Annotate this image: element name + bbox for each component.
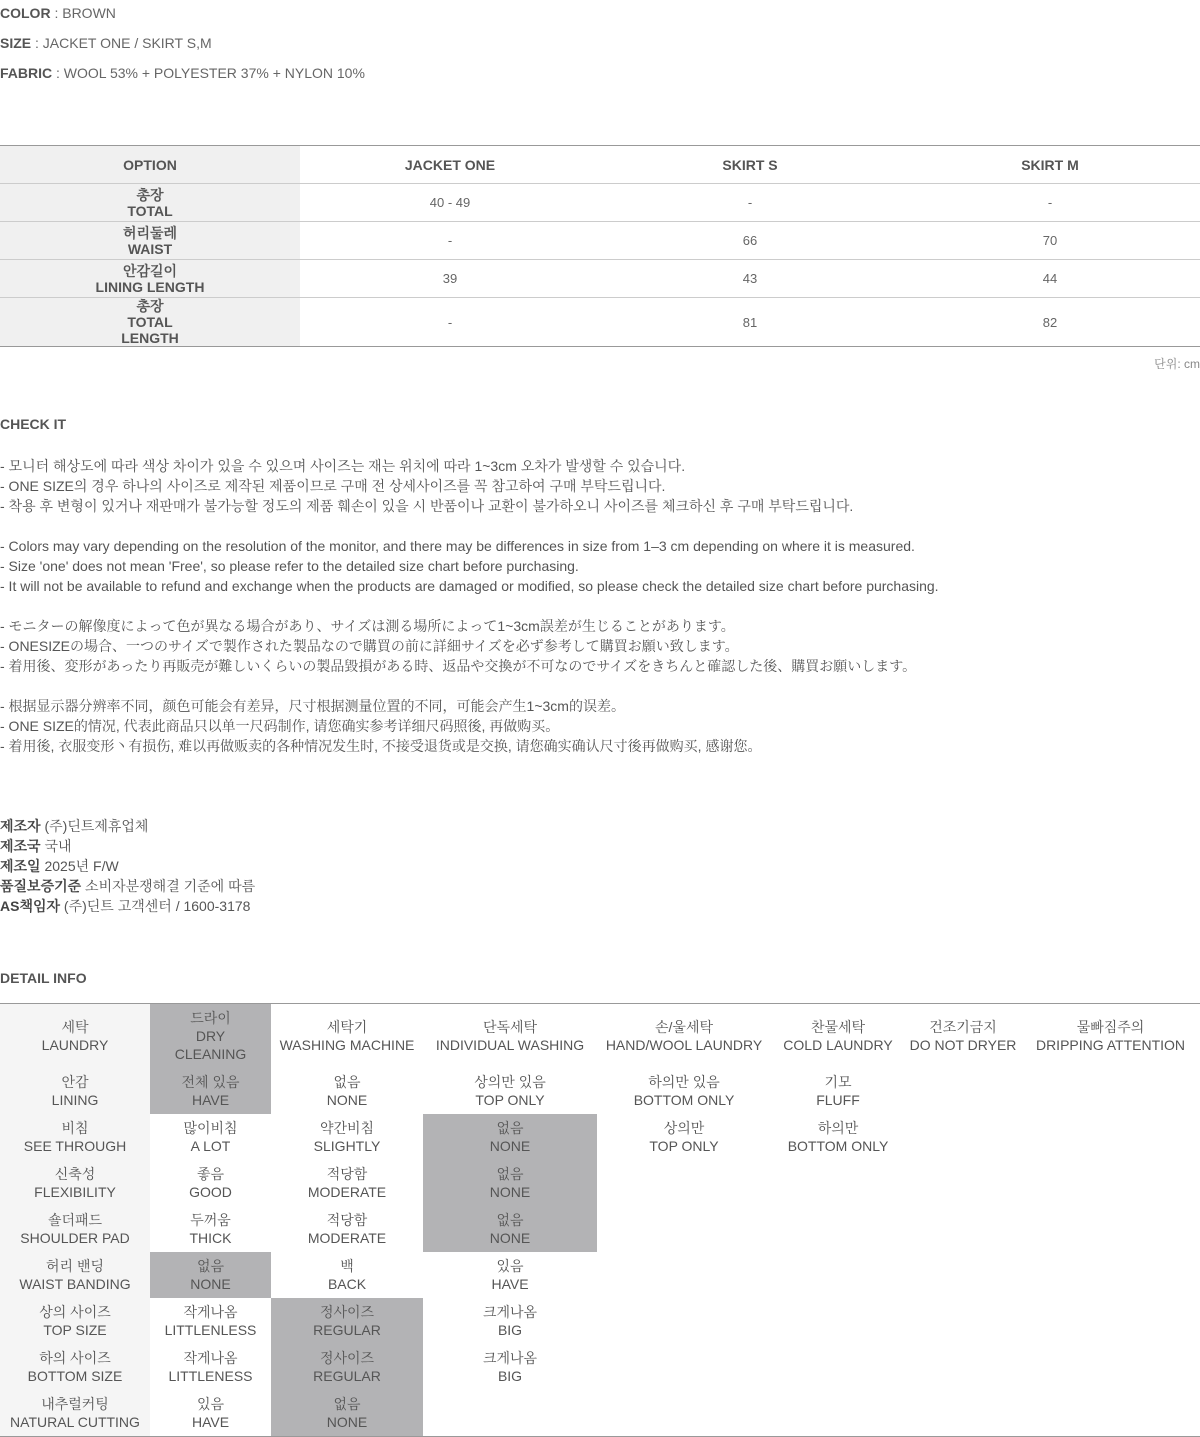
detail-option: 세탁기 WASHING MACHINE <box>279 1018 415 1053</box>
spec-size <box>0 35 212 51</box>
note-line: - It will not be available to refund and exchange when the products are damaged or modified, so please check the detailed size chart before purchasing. <box>0 578 939 594</box>
detail-option: 찬물세탁 COLD LAUNDRY <box>783 1018 893 1053</box>
mfr-line: 품질보증기준 소비자분쟁해결 기준에 따름 <box>0 878 256 894</box>
detail-empty <box>771 1390 905 1437</box>
spec-value: : WOOL 53% + POLYESTER 37% + NYLON 10% <box>52 65 365 81</box>
detail-empty <box>771 1206 905 1252</box>
detail-option: 작게나옴 LITTLENESS <box>168 1349 253 1384</box>
detail-empty <box>1021 1068 1200 1114</box>
detail-row <box>0 1252 1200 1298</box>
detail-option-selected: 없음 NONE <box>423 1114 597 1160</box>
detail-empty <box>905 1252 1021 1298</box>
detail-option: 있음 HAVE <box>491 1257 529 1292</box>
detail-option: 기모 FLUFF <box>816 1073 860 1108</box>
cell-value: 39 <box>300 260 600 298</box>
table-row <box>0 184 1200 222</box>
detail-row-label: 내추럴커팅 NATURAL CUTTING <box>0 1390 150 1437</box>
detail-option: 있음 HAVE <box>150 1390 271 1437</box>
detail-option: 없음 NONE <box>326 1073 368 1108</box>
mfr-line: 제조자 (주)딘트제휴업체 <box>0 818 149 834</box>
detail-empty <box>905 1114 1021 1160</box>
spec-fabric <box>0 65 365 81</box>
detail-option-selected: 전체 있음 HAVE <box>150 1068 271 1114</box>
cell-value: 43 <box>600 260 900 298</box>
cell-value: 44 <box>900 260 1200 298</box>
detail-row <box>0 1160 1200 1206</box>
manufacturer-info <box>0 816 255 916</box>
detail-option: 약간비침 SLIGHTLY <box>313 1119 381 1154</box>
detail-empty <box>597 1298 771 1344</box>
detail-empty <box>1021 1114 1200 1160</box>
note-line: - モニターの解像度によって色が異なる場合があり、サイズは測る場所によって1~3cm誤差が生じることがあります。 <box>0 618 735 634</box>
note-line: - ONE SIZE的情况, 代表此商品只以单一尺码制作, 请您确实参考详细尺码照後, 再做购买。 <box>0 718 560 734</box>
detail-option: 상의만 TOP ONLY <box>649 1119 719 1154</box>
row-label: 안감길이 LINING LENGTH <box>0 260 300 298</box>
note-line: - ONE SIZE의 경우 하나의 사이즈로 제작된 제품이므로 구매 전 상세사이즈를 꼭 참고하여 구매 부탁드립니다. <box>0 478 666 494</box>
detail-option: 적당함 MODERATE <box>307 1211 387 1246</box>
detail-option: 크게나옴 BIG <box>482 1349 538 1384</box>
detail-row-label: 세탁 LAUNDRY <box>0 1004 150 1068</box>
detail-empty <box>905 1298 1021 1344</box>
detail-empty <box>423 1390 597 1437</box>
detail-option-selected: 드라이 DRY CLEANING <box>150 1004 271 1068</box>
detail-option-selected: 없음 NONE <box>423 1160 597 1206</box>
note-line: - 착용 후 변형이 있거나 재판매가 불가능할 정도의 제품 훼손이 있을 시 반품이나 교환이 불가하오니 사이즈를 체크하신 후 구매 부탁드립니다. <box>0 498 854 514</box>
detail-empty <box>1021 1390 1200 1437</box>
detail-empty <box>1021 1344 1200 1390</box>
detail-option: 상의만 있음 TOP ONLY <box>474 1073 546 1108</box>
cell-value: 82 <box>900 298 1200 347</box>
note-line: - 根据显示器分辨率不同，颜色可能会有差异，尺寸根据测量位置的不同，可能会产生1~3cm的误差。 <box>0 698 625 714</box>
detail-option: 두꺼움 THICK <box>189 1211 232 1246</box>
detail-empty <box>1021 1206 1200 1252</box>
detail-row-label: 안감 LINING <box>0 1068 150 1114</box>
detail-option: 물빠짐주의 DRIPPING ATTENTION <box>1035 1018 1186 1053</box>
detail-option: 건조기금지 DO NOT DRYER <box>909 1018 1017 1053</box>
detail-option-selected: 없음 NONE <box>271 1390 423 1437</box>
table-row <box>0 298 1200 347</box>
detail-option: 작게나옴 LITTLENLESS <box>164 1303 257 1338</box>
detail-empty <box>1021 1252 1200 1298</box>
cell-value: - <box>900 184 1200 222</box>
detail-info-title: DETAIL INFO <box>0 970 87 986</box>
detail-option-selected: 없음 NONE <box>423 1206 597 1252</box>
detail-option-selected: 없음 NONE <box>150 1252 271 1298</box>
header-jacket-one: JACKET ONE <box>300 146 600 184</box>
spec-label: FABRIC <box>0 65 53 81</box>
detail-empty <box>771 1252 905 1298</box>
spec-color <box>0 5 116 21</box>
detail-empty <box>771 1344 905 1390</box>
mfr-line: 제조일 2025년 F/W <box>0 858 119 874</box>
detail-row <box>0 1344 1200 1390</box>
detail-empty <box>597 1206 771 1252</box>
detail-empty <box>597 1344 771 1390</box>
detail-table <box>0 1003 1200 1437</box>
detail-option: 손/울세탁 HAND/WOOL LAUNDRY <box>605 1018 763 1053</box>
spec-label: COLOR <box>0 5 51 21</box>
table-row <box>0 222 1200 260</box>
detail-row-label: 허리 밴딩 WAIST BANDING <box>0 1252 150 1298</box>
detail-row <box>0 1390 1200 1437</box>
unit-label: 단위: cm <box>1154 357 1200 371</box>
detail-row-label: 숄더패드 SHOULDER PAD <box>0 1206 150 1252</box>
note-line: - Size 'one' does not mean 'Free', so please refer to the detailed size chart before purchasing. <box>0 558 579 574</box>
row-label: 총장 TOTAL <box>0 184 300 222</box>
detail-row-label: 하의 사이즈 BOTTOM SIZE <box>0 1344 150 1390</box>
cell-value: 66 <box>600 222 900 260</box>
cell-value: - <box>600 184 900 222</box>
detail-row <box>0 1004 1200 1068</box>
mfr-line: AS책임자 (주)딘트 고객센터 / 1600-3178 <box>0 898 251 914</box>
check-it-title: CHECK IT <box>0 416 67 432</box>
detail-empty <box>1021 1160 1200 1206</box>
detail-empty <box>1021 1298 1200 1344</box>
row-label: 총장 TOTAL LENGTH <box>0 298 300 347</box>
detail-empty <box>771 1160 905 1206</box>
detail-empty <box>905 1068 1021 1114</box>
detail-row-label: 비침 SEE THROUGH <box>0 1114 150 1160</box>
detail-option-selected: 정사이즈 REGULAR <box>271 1344 423 1390</box>
detail-empty <box>597 1160 771 1206</box>
detail-option: 하의만 BOTTOM ONLY <box>787 1119 889 1154</box>
note-line: - Colors may vary depending on the resolution of the monitor, and there may be differences in size from 1–3 cm depending on where it is measured. <box>0 538 915 554</box>
detail-row-label: 신축성 FLEXIBILITY <box>0 1160 150 1206</box>
size-table <box>0 145 1200 347</box>
detail-option: 많이비침 A LOT <box>183 1119 238 1154</box>
detail-option-selected: 정사이즈 REGULAR <box>271 1298 423 1344</box>
note-line: - 着用後、変形があったり再販売が難しいくらいの製品毀損がある時、返品や交換が不可なのでサイズをきちんと確認した後、購買お願いします。 <box>0 658 917 674</box>
note-line: - ONESIZEの場合、一つのサイズで製作された製品なので購買の前に詳細サイズを必ず参考して購買お願い致します。 <box>0 638 739 654</box>
detail-row-label: 상의 사이즈 TOP SIZE <box>0 1298 150 1344</box>
cell-value: - <box>300 298 600 347</box>
detail-empty <box>905 1160 1021 1206</box>
spec-value: : BROWN <box>50 5 116 21</box>
header-option: OPTION <box>0 146 300 184</box>
note-line: - 모니터 해상도에 따라 색상 차이가 있을 수 있으며 사이즈는 재는 위치에 따라 1~3cm 오차가 발생할 수 있습니다. <box>0 458 686 474</box>
detail-row <box>0 1206 1200 1252</box>
detail-option: 단독세탁 INDIVIDUAL WASHING <box>435 1018 585 1053</box>
detail-row <box>0 1298 1200 1344</box>
spec-value: : JACKET ONE / SKIRT S,M <box>31 35 212 51</box>
cell-value: 70 <box>900 222 1200 260</box>
detail-option: 백 BACK <box>327 1257 367 1292</box>
mfr-line: 제조국 국내 <box>0 838 72 854</box>
header-skirt-m: SKIRT M <box>900 146 1200 184</box>
cell-value: 40 - 49 <box>300 184 600 222</box>
detail-option: 크게나옴 BIG <box>482 1303 538 1338</box>
cell-value: 81 <box>600 298 900 347</box>
detail-row <box>0 1114 1200 1160</box>
size-table-header <box>0 146 1200 184</box>
header-skirt-s: SKIRT S <box>600 146 900 184</box>
detail-empty <box>905 1344 1021 1390</box>
detail-empty <box>771 1298 905 1344</box>
detail-row <box>0 1068 1200 1114</box>
check-it-notes <box>0 456 939 756</box>
detail-empty <box>597 1390 771 1437</box>
table-row <box>0 260 1200 298</box>
detail-empty <box>905 1390 1021 1437</box>
detail-option: 하의만 있음 BOTTOM ONLY <box>633 1073 735 1108</box>
detail-option: 좋음 GOOD <box>189 1165 232 1200</box>
detail-empty <box>905 1206 1021 1252</box>
detail-empty <box>597 1252 771 1298</box>
detail-option: 적당함 MODERATE <box>307 1165 387 1200</box>
spec-label: SIZE <box>0 35 32 51</box>
row-label: 허리둘레 WAIST <box>0 222 300 260</box>
note-line: - 着用後, 衣服变形丶有损伤, 难以再做贩卖的各种情况发生时, 不接受退货或是交换, 请您确实确认尺寸後再做购买, 感谢您。 <box>0 738 762 754</box>
cell-value: - <box>300 222 600 260</box>
